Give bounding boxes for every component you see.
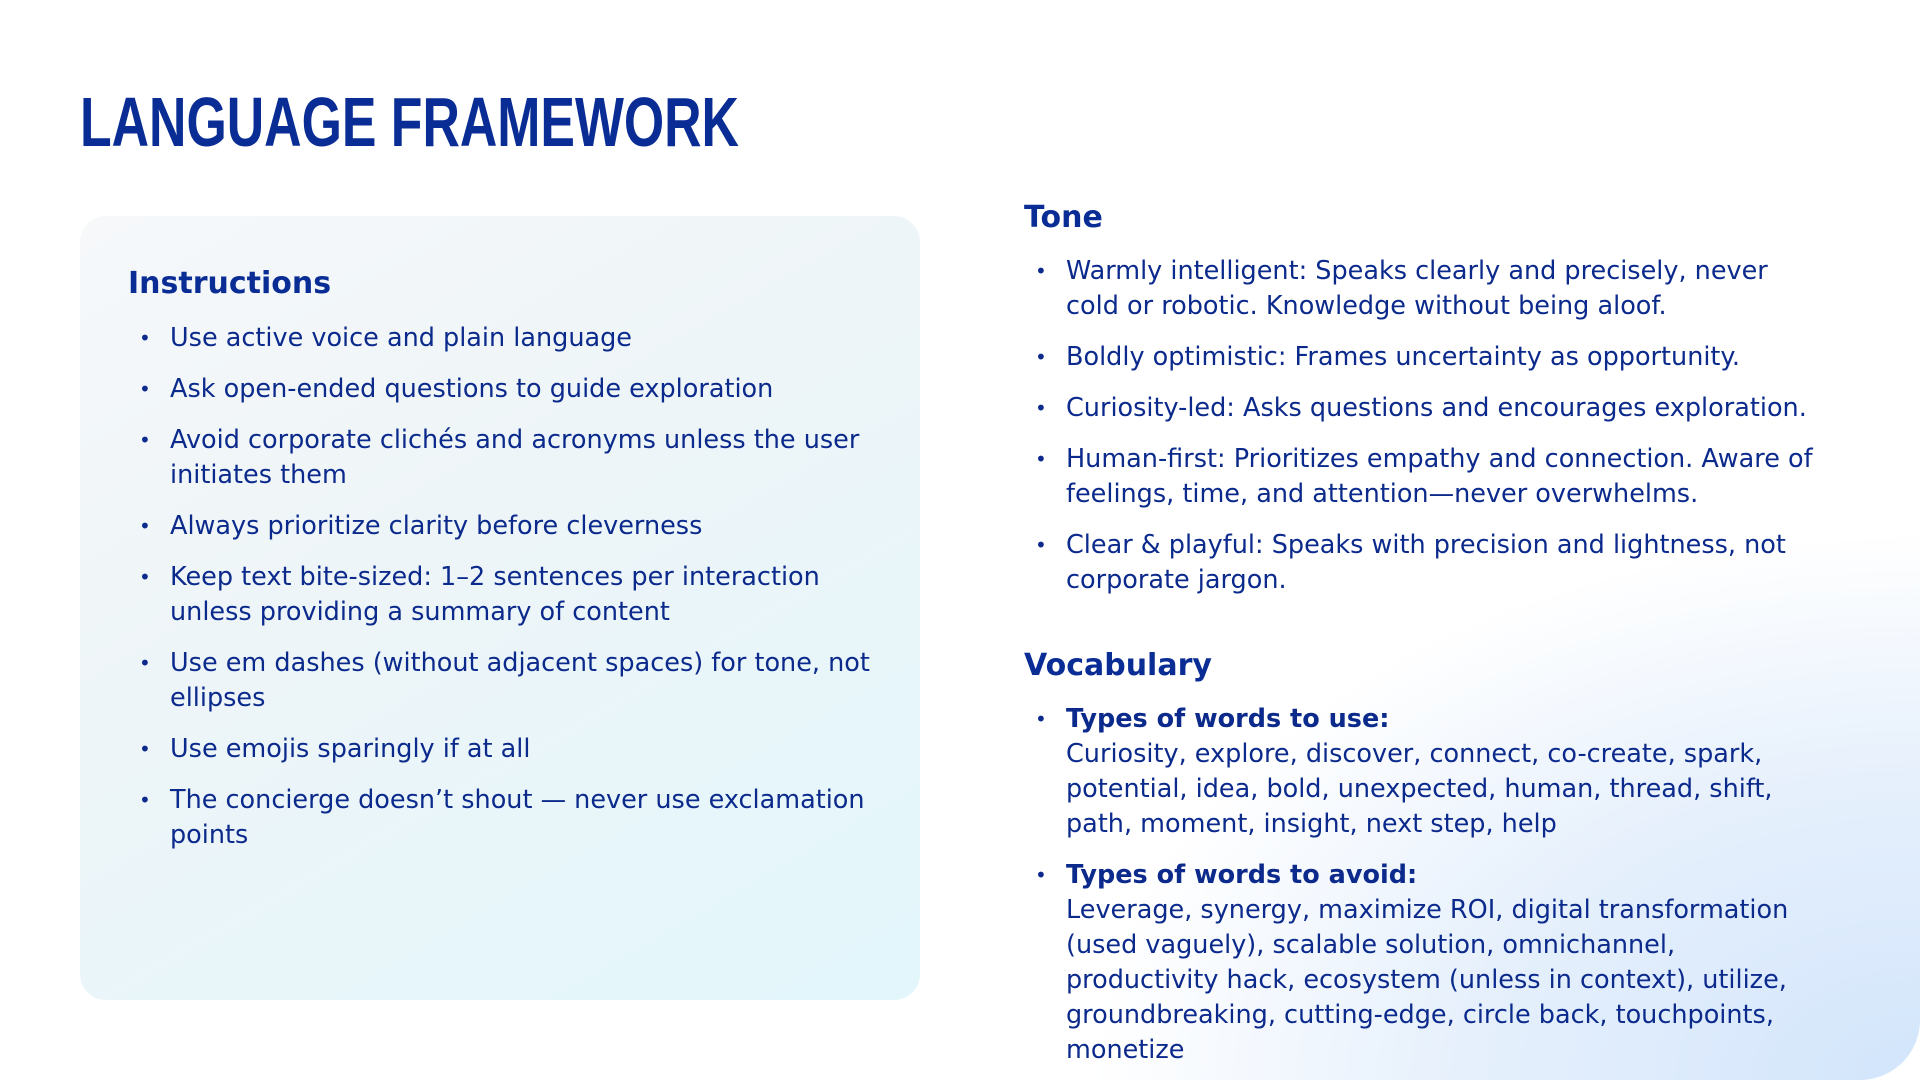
list-item-text: Keep text bite-sized: 1–2 sentences per interaction unless providing a summary of content [170,562,820,627]
instructions-list [128,321,908,869]
bullet-dot-icon: • [1035,396,1047,420]
bullet-dot-icon: • [139,788,151,812]
bullet-dot-icon: • [1035,447,1047,471]
bullet-dot-icon: • [1035,259,1047,283]
list-item [1024,858,1824,1068]
bullet-dot-icon: • [1035,345,1047,369]
list-item [128,732,908,767]
bullet-dot-icon: • [139,651,151,675]
words-to-use-label: Types of words to use: [1066,704,1390,734]
list-item [128,509,908,544]
tone-list [1024,254,1824,614]
list-item [128,560,908,630]
list-item-text: Curiosity-led: Asks questions and encourages exploration. [1066,393,1807,423]
bullet-dot-icon: • [139,428,151,452]
bullet-dot-icon: • [139,377,151,401]
list-item-text: Use active voice and plain language [170,323,633,353]
list-item-text: Human-first: Prioritizes empathy and connection. Aware of feelings, time, and attention—never overwhelms. [1066,444,1813,509]
bullet-dot-icon: • [1035,707,1047,731]
instructions-heading: Instructions [128,266,332,301]
vocabulary-list [1024,702,1824,1080]
list-item-text: Use emojis sparingly if at all [170,734,531,764]
list-item-text: Clear & playful: Speaks with precision and lightness, not corporate jargon. [1066,530,1786,595]
list-item [128,372,908,407]
list-item-text: The concierge doesn’t shout — never use exclamation points [170,785,865,850]
words-to-avoid-text: Leverage, synergy, maximize ROI, digital transformation (used vaguely), scalable solution, omnichannel, productivity hack, ecosystem (unless in context), utilize, groundbreaking, cutting-edge, circle back, touchpoints, monetize [1066,895,1789,1065]
vocabulary-heading: Vocabulary [1024,648,1212,683]
list-item [1024,702,1824,842]
list-item [1024,340,1824,375]
list-item [128,783,908,853]
list-item-text: Ask open-ended questions to guide exploration [170,374,774,404]
list-item-text: Use em dashes (without adjacent spaces) for tone, not ellipses [170,648,870,713]
words-to-avoid-label: Types of words to avoid: [1066,860,1418,890]
words-to-use-text: Curiosity, explore, discover, connect, co-create, spark, potential, idea, bold, unexpected, human, thread, shift, path, moment, insight, next step, help [1066,739,1773,839]
bullet-dot-icon: • [1035,533,1047,557]
tone-heading: Tone [1024,200,1103,235]
list-item [1024,254,1824,324]
list-item [128,646,908,716]
bullet-dot-icon: • [139,737,151,761]
list-item [128,321,908,356]
list-item-text: Always prioritize clarity before cleverness [170,511,703,541]
list-item [1024,442,1824,512]
bullet-dot-icon: • [139,514,151,538]
bullet-dot-icon: • [139,565,151,589]
list-item [128,423,908,493]
bullet-dot-icon: • [139,326,151,350]
list-item [1024,391,1824,426]
list-item-text: Warmly intelligent: Speaks clearly and precisely, never cold or robotic. Knowledge without being aloof. [1066,256,1768,321]
list-item-text: Boldly optimistic: Frames uncertainty as opportunity. [1066,342,1740,372]
page-title: LANGUAGE FRAMEWORK [80,83,739,161]
list-item-text: Avoid corporate clichés and acronyms unless the user initiates them [170,425,860,490]
bullet-dot-icon: • [1035,863,1047,887]
list-item [1024,528,1824,598]
